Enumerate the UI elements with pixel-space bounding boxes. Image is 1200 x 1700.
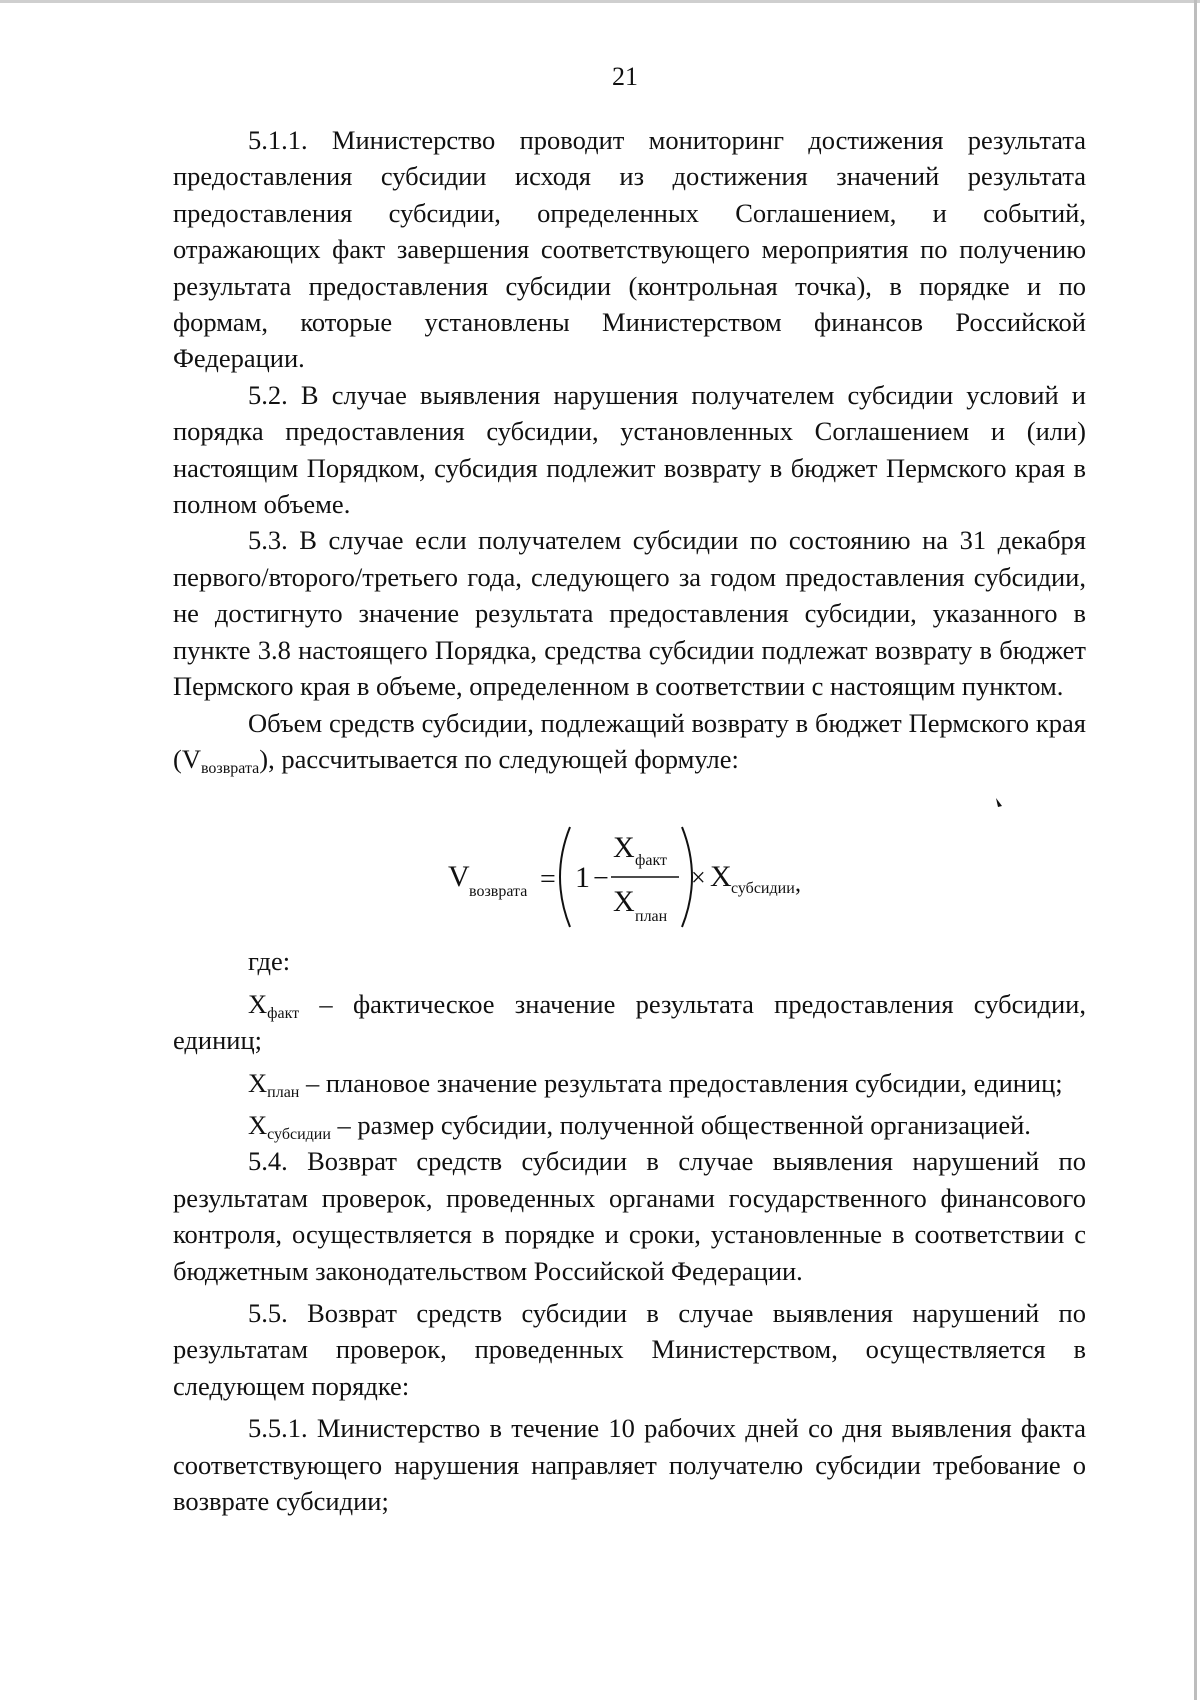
paragraph-5-1-1: 5.1.1. Министерство проводит мониторинг достижения результата предоставления субсидии исходя из достижения значений результата предоставления субсидии, определенных Соглашением, и событий, отражающих факт завершения соответствующего мероприятия по получению результата предоставления субсидии (контрольная точка), в порядке и по формам, которые установлены Министерством финансов Российской Федерации. [173, 125, 1086, 374]
def1-subscript: факт [267, 1004, 300, 1022]
paragraph-volume [173, 705, 1086, 778]
paragraph-5-2: 5.2. В случае выявления нарушения получателем субсидии условий и порядка предоставления субсидии, установленных Соглашением и (или) настоящим Порядком, субсидия подлежит возврату в бюджет Пермского края в полном объеме. [173, 379, 1086, 520]
paragraph-5-4: 5.4. Возврат средств субсидии в случае выявления нарушений по результатам проверок, проведенных органами государственного финансового контроля, осуществляется в порядке и сроки, установленные в соответствии с бюджетным законодательством Российской Федерации. [173, 1146, 1086, 1286]
formula-numerator-sub: факт [635, 852, 668, 870]
def2-text: – плановое значение результата предоставления субсидии, единиц; [299, 1067, 1063, 1098]
def2-symbol: X [248, 1067, 268, 1098]
formula-lhs-sub: возврата [469, 883, 528, 901]
def2-subscript: план [267, 1083, 300, 1101]
formula-minus: − [593, 863, 609, 895]
formula-denominator-sub: план [635, 908, 668, 926]
formula-equals: = [540, 864, 556, 896]
formula-times: × [691, 863, 706, 893]
scan-mark [996, 798, 1002, 807]
definition-x-plan [173, 1065, 1086, 1101]
definition-x-fact [173, 986, 1086, 1059]
formula-svg [173, 787, 1086, 943]
where-label: где: [248, 946, 291, 977]
formula-lhs: V [448, 860, 470, 894]
formula-one: 1 [575, 861, 590, 895]
volume-subscript: возврата [200, 759, 260, 777]
formula-rhs-sub: субсидии [731, 880, 795, 898]
formula-denominator: X [613, 885, 635, 919]
formula-left-paren [560, 827, 570, 927]
formula-trailing-comma: , [795, 871, 801, 898]
paragraph-5-5-1: 5.5.1. Министерство в течение 10 рабочих дней со дня выявления факта соответствующего нарушения направляет получателю субсидии требование о возврате субсидии; [173, 1413, 1086, 1516]
page-border-right [1194, 0, 1197, 1700]
page-number: 21 [612, 62, 638, 91]
definition-x-subsidy [173, 1107, 1086, 1143]
formula-numerator: X [613, 831, 635, 865]
def1-text: – фактическое значение результата предоставления субсидии, единиц; [173, 988, 1086, 1056]
def3-text: – размер субсидии, полученной общественной организацией. [330, 1109, 1031, 1140]
paragraph-5-3: 5.3. В случае если получателем субсидии по состоянию на 31 декабря первого/второго/третьего года, следующего за годом предоставления субсидии, не достигнуто значение результата предоставления субсидии, указанного в пункте 3.8 настоящего Порядка, средства субсидии подлежат возврату в бюджет Пермского края в объеме, определенном в соответствии с настоящим пунктом. [173, 525, 1086, 702]
volume-text-a: Объем средств субсидии, подлежащий возврату в бюджет Пермского края (V [173, 707, 1086, 774]
def3-symbol: X [248, 1109, 268, 1140]
return-formula [173, 787, 1086, 943]
paragraph-5-5: 5.5. Возврат средств субсидии в случае выявления нарушений по результатам проверок, проведенных Министерством, осуществляется в следующем порядке: [173, 1297, 1086, 1401]
page-border-top [0, 0, 1200, 3]
def3-subscript: субсидии [267, 1125, 331, 1143]
formula-rhs: X [710, 860, 732, 894]
def1-symbol: X [248, 988, 268, 1019]
volume-text-b: ), рассчитывается по следующей формуле: [259, 743, 739, 774]
document-body [173, 122, 1086, 1519]
